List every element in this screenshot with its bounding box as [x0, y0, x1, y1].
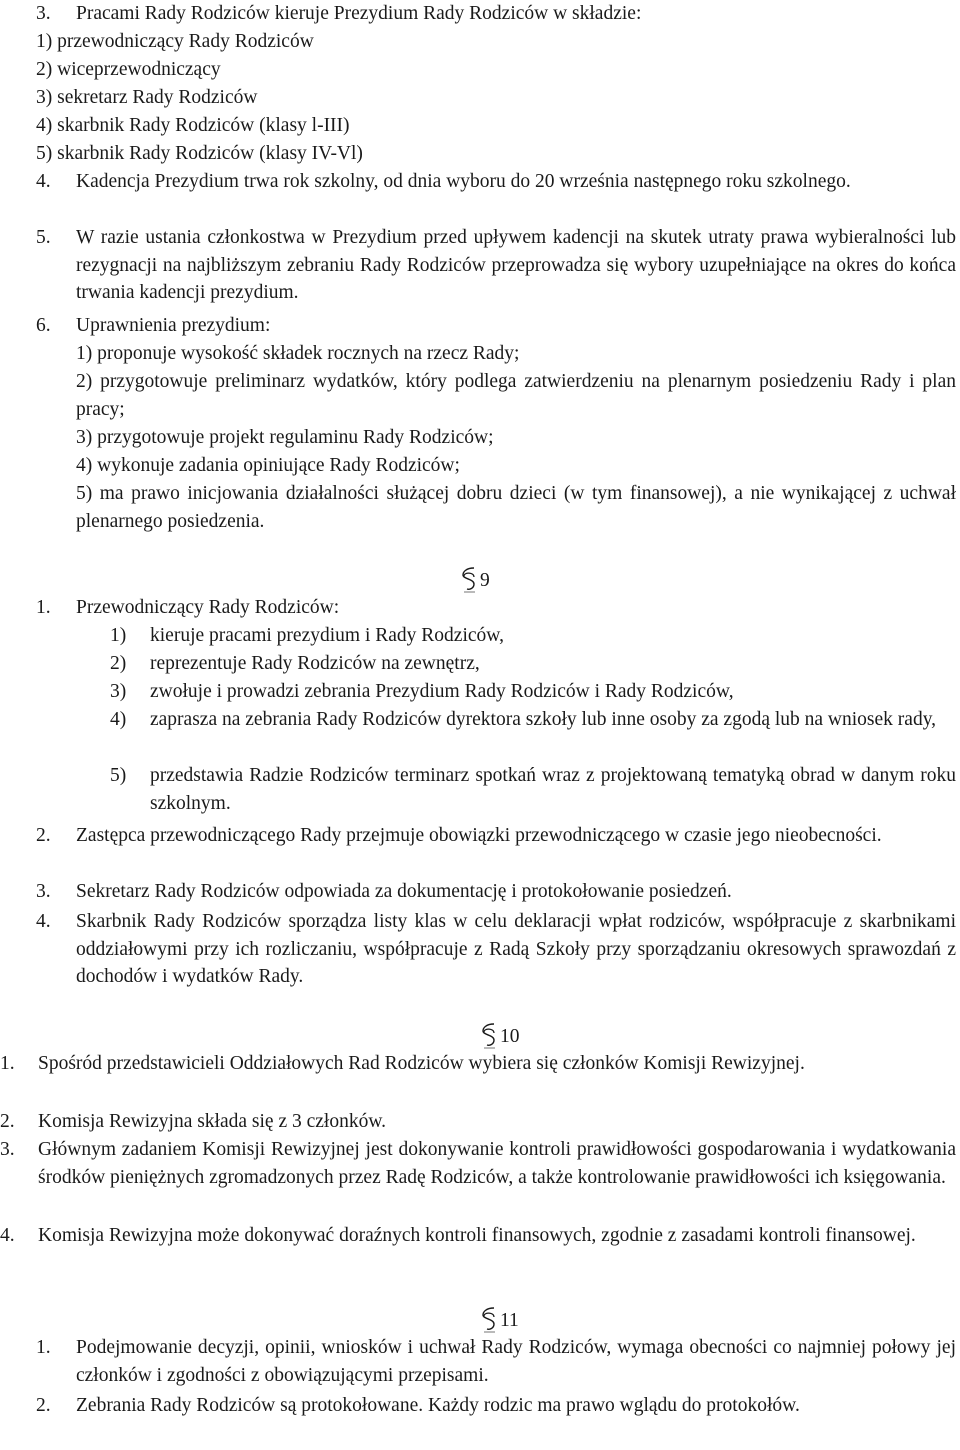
- list-item: 2) wiceprzewodniczący: [36, 59, 221, 80]
- paragraph-sign-icon: [482, 1306, 496, 1334]
- item-number: 4.: [36, 171, 51, 192]
- item-text: Zebrania Rady Rodziców są protokołowane. Każdy rodzic ma prawo wglądu do protokołów.: [76, 1395, 800, 1416]
- item-number: 1.: [36, 1337, 51, 1358]
- item-number: 5): [110, 765, 127, 786]
- item-text: Kadencja Prezydium trwa rok szkolny, od dnia wyboru do 20 września następnego roku szkolnego.: [76, 171, 851, 192]
- item-text: Głównym zadaniem Komisji Rewizyjnej jest dokonywanie kontroli prawidłowości gospodarowania i wydatkowania środków pieniężnych zgromadzonych przez Radę Rodziców, a także kontrolowanie prawidłowości ich księgowania.: [38, 1139, 956, 1188]
- list-item: [36, 0, 936, 28]
- paragraph-sign-icon: [462, 566, 476, 594]
- list-item: [36, 312, 956, 340]
- list-item: 1) przewodniczący Rady Rodziców: [36, 31, 314, 52]
- item-text: kieruje pracami prezydium i Rady Rodziców,: [150, 625, 504, 646]
- list-item: [0, 1136, 956, 1191]
- item-text: reprezentuje Rady Rodziców na zewnętrz,: [150, 653, 480, 674]
- item-text: 5) ma prawo inicjowania działalności służącej dobru dzieci (w tym finansowej), a nie wynikającej z uchwał plenarnego posiedzenia.: [76, 483, 956, 532]
- paragraph-sign-icon: [482, 1022, 496, 1050]
- item-text: Spośród przedstawicieli Oddziałowych Rad Rodziców wybiera się członków Komisji Rewizyjnej.: [38, 1053, 805, 1074]
- list-item: 1) proponuje wysokość składek rocznych na rzecz Rady;: [76, 343, 520, 364]
- item-text: Zastępca przewodniczącego Rady przejmuje obowiązki przewodniczącego w czasie jego nieobecności.: [76, 825, 882, 846]
- item-text: przedstawia Radzie Rodziców terminarz spotkań wraz z projektowaną tematyką obrad w danym roku szkolnym.: [150, 765, 956, 814]
- item-number: 4): [110, 709, 127, 730]
- item-text: Komisja Rewizyjna może dokonywać doraźnych kontroli finansowych, zgodnie z zasadami kontroli finansowej.: [38, 1225, 916, 1246]
- item-text: Komisja Rewizyjna składa się z 3 członków.: [38, 1111, 387, 1132]
- item-number: 5.: [36, 227, 51, 248]
- section-number: 10: [500, 1025, 520, 1047]
- list-item: [110, 622, 956, 650]
- list-item: [36, 224, 956, 307]
- item-text: Przewodniczący Rady Rodziców:: [76, 597, 340, 618]
- list-item: 4) wykonuje zadania opiniujące Rady Rodziców;: [76, 455, 460, 476]
- item-text: 2) przygotowuje preliminarz wydatków, który podlega zatwierdzeniu na plenarnym posiedzeniu Rady i plan pracy;: [76, 371, 956, 420]
- item-number: 2): [110, 653, 127, 674]
- section-number: 11: [500, 1309, 519, 1331]
- list-item: 4) skarbnik Rady Rodziców (klasy l-III): [36, 115, 350, 136]
- item-number: 3.: [36, 3, 51, 24]
- item-number: 1.: [36, 597, 51, 618]
- list-item: [76, 480, 956, 535]
- list-item: [36, 168, 956, 196]
- list-item: [110, 678, 956, 706]
- item-number: 4.: [0, 1225, 15, 1246]
- item-text: Podejmowanie decyzji, opinii, wniosków i uchwał Rady Rodziców, wymaga obecności co najmniej połowy jej członków i zgodności z obowiązującymi przepisami.: [76, 1337, 956, 1386]
- item-number: 3.: [0, 1139, 15, 1160]
- item-text: Skarbnik Rady Rodziców sporządza listy klas w celu deklaracji wpłat rodziców, współpracuje z skarbnikami oddziałowymi przy ich rozliczaniu, współpracuje z Radą Szkoły przy sporządzaniu okresowych sprawozdań z dochodów i wydatków Rady.: [76, 911, 956, 987]
- section-heading: [462, 566, 490, 594]
- list-item: [110, 762, 956, 817]
- list-item: 3) przygotowuje projekt regulaminu Rady Rodziców;: [76, 427, 494, 448]
- section-heading: [482, 1022, 520, 1050]
- list-item: [36, 878, 956, 906]
- item-text: W razie ustania członkostwa w Prezydium przed upływem kadencji na skutek utraty prawa wybieralności lub rezygnacji na najbliższym zebraniu Rady Rodziców przeprowadza się wybory uzupełniające na okres do końca trwania kadencji prezydium.: [76, 227, 956, 303]
- list-item: [110, 650, 956, 678]
- list-item: 3) sekretarz Rady Rodziców: [36, 87, 258, 108]
- list-item: [0, 1222, 956, 1250]
- item-number: 6.: [36, 315, 51, 336]
- list-item: [36, 1334, 956, 1389]
- item-text: Uprawnienia prezydium:: [76, 315, 271, 336]
- list-item: [36, 594, 936, 622]
- list-item: [36, 908, 956, 991]
- item-number: 1): [110, 625, 127, 646]
- item-number: 2.: [36, 825, 51, 846]
- item-number: 2.: [36, 1395, 51, 1416]
- item-text: Sekretarz Rady Rodziców odpowiada za dokumentację i protokołowanie posiedzeń.: [76, 881, 732, 902]
- item-number: 3): [110, 681, 127, 702]
- item-number: 4.: [36, 911, 51, 932]
- section-heading: [482, 1306, 519, 1334]
- item-text: zwołuje i prowadzi zebrania Prezydium Rady Rodziców i Rady Rodziców,: [150, 681, 734, 702]
- item-number: 1.: [0, 1053, 15, 1074]
- list-item: 5) skarbnik Rady Rodziców (klasy IV-Vl): [36, 143, 363, 164]
- list-item: [0, 1108, 956, 1136]
- list-item: [36, 822, 956, 850]
- list-item: [76, 368, 956, 423]
- item-text: Pracami Rady Rodziców kieruje Prezydium Rady Rodziców w składzie:: [76, 3, 642, 24]
- list-item: [0, 1050, 956, 1078]
- section-number: 9: [480, 569, 490, 591]
- item-text: zaprasza na zebrania Rady Rodziców dyrektora szkoły lub inne osoby za zgodą lub na wniosek rady,: [150, 709, 937, 730]
- item-number: 3.: [36, 881, 51, 902]
- item-number: 2.: [0, 1111, 15, 1132]
- list-item: [36, 1392, 956, 1420]
- list-item: [110, 706, 956, 734]
